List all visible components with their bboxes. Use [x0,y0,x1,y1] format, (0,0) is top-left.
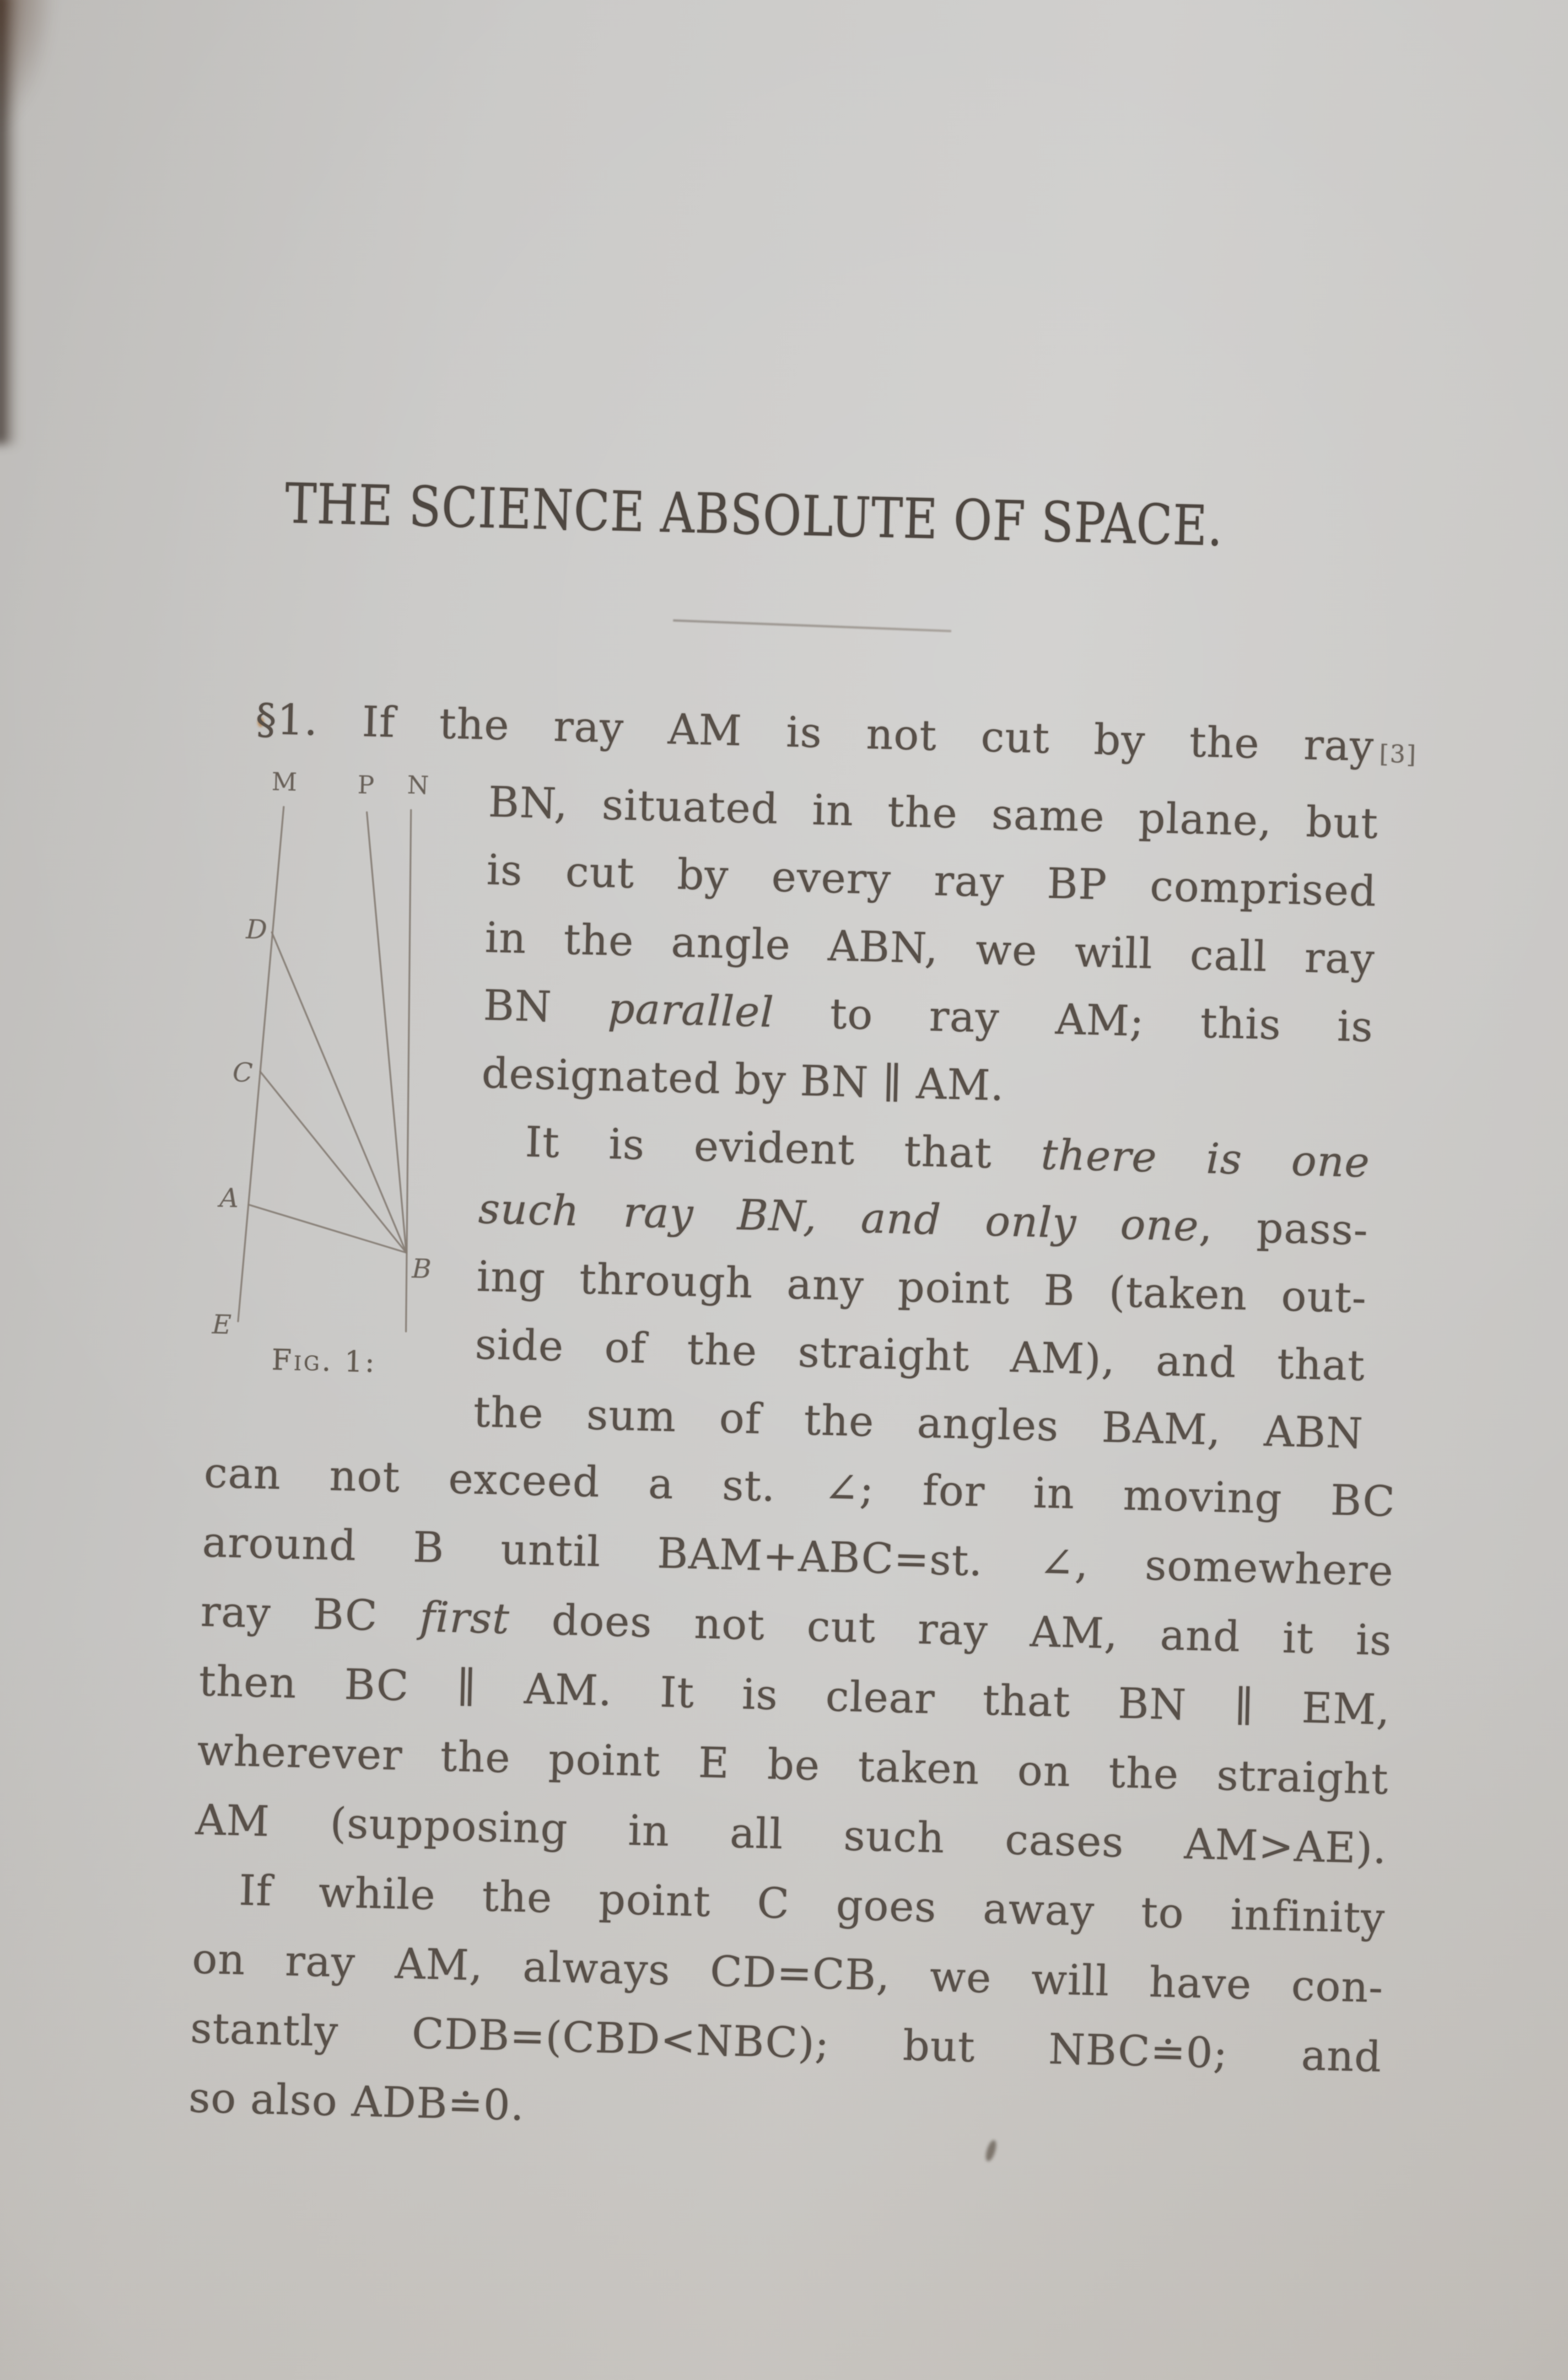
text-line [255,688,1375,778]
segment-BA [247,1205,407,1253]
text-segment: stantly CDB=(CBD<NBC); but NBC≐0; and [190,2003,1383,2082]
text-segment: designated by BN ∥ AM. [481,1048,1005,1111]
point-label-A: A [219,1182,239,1214]
figure-caption: Fig. 1: [271,1343,378,1380]
text-segment: around B until BAM+ABC=st. ∠, somewhere [202,1517,1394,1596]
text-segment: does not cut ray AM, and it is [509,1594,1393,1665]
italic-text: first [419,1592,510,1644]
text-segment: It is evident that [524,1117,1042,1179]
point-label-M: M [271,767,298,797]
text-segment: §1. If the ray AM is not cut by the ray [255,694,1375,771]
text-segment: ing through any point B (taken out- [476,1251,1367,1323]
text-segment: the sum of the angles BAM, ABN [472,1387,1364,1458]
paragraph-full-width [188,1438,1396,2161]
text-segment: then BC ∥ AM. It is clear that BN ∥ EM, [198,1656,1391,1735]
point-label-D: D [245,914,268,946]
point-label-E: E [212,1309,232,1340]
italic-text: such ray BN, and only one [478,1183,1200,1251]
text-segment: in the angle ABN, we will call ray [484,912,1376,984]
italic-text: there is one [1040,1129,1371,1187]
text-segment: BN, situated in the same plane, but [488,777,1379,848]
point-label-B: B [411,1253,432,1285]
title-rule [673,620,951,632]
text-segment: side of the straight AM), and that [474,1319,1366,1391]
text-segment: BN [483,980,609,1033]
text-segment: so also ADB≐0. [188,2072,525,2130]
point-label-P: P [357,770,375,800]
text-segment: wherever the point E be taken on the straight [196,1725,1389,1804]
page-title [284,473,1388,562]
point-label-N: N [407,770,429,800]
paragraph-beside-figure [473,768,1380,1467]
text-segment: to ray AM; this is [773,987,1374,1052]
text-segment: ray BC [200,1586,421,1641]
figure-1-drawing [186,765,460,1394]
text-segment: on ray AM, always CD=CB, we will have con- [191,1934,1384,2012]
marginal-page-number: [3] [1379,740,1418,769]
text-segment: AM (supposing in all such cases AM>AE). [195,1795,1388,1873]
text-segment: , pass- [1198,1201,1369,1255]
segment-BC [256,1071,411,1253]
text-segment: If while the point C goes away to infinity [238,1865,1386,1943]
point-label-C: C [232,1057,254,1089]
text-segment: is cut by every ray BP comprised [486,845,1377,916]
figure-1 [186,765,460,1394]
text-segment: can not exceed a st. ∠; for in moving BC [203,1447,1396,1526]
page-title-text: THE SCIENCE ABSOLUTE OF SPACE. [284,471,1224,559]
italic-text: parallel [607,983,775,1037]
paragraph-first-line [255,688,1375,778]
